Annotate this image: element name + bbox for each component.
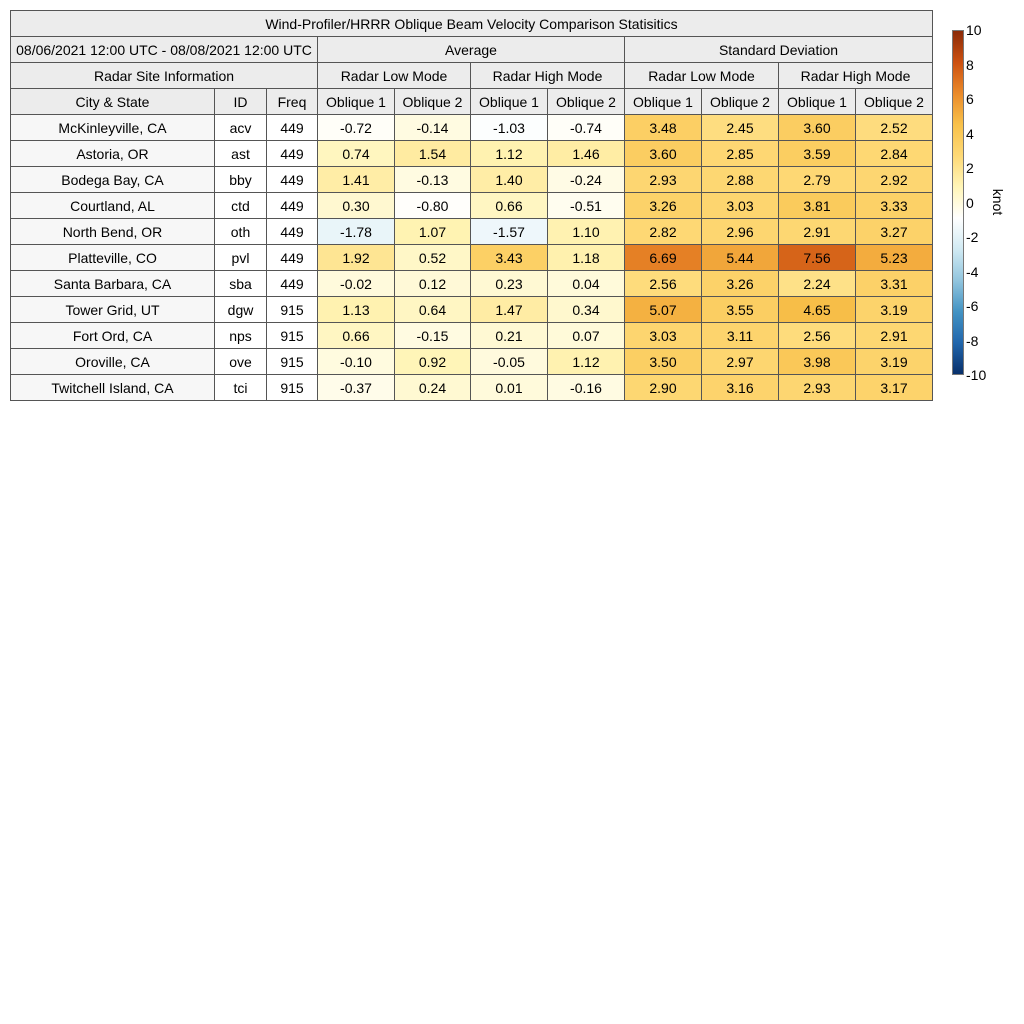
city-cell: Fort Ord, CA	[11, 323, 215, 349]
freq-cell: 915	[267, 349, 318, 375]
city-cell: Platteville, CO	[11, 245, 215, 271]
colorbar-tick-label: -4	[966, 263, 979, 280]
table-row	[11, 219, 933, 245]
freq-header: Freq	[267, 89, 318, 115]
heatmap-cell: -0.15	[395, 323, 471, 349]
heatmap-cell: 2.24	[779, 271, 856, 297]
heatmap-cell: 1.54	[395, 141, 471, 167]
heatmap-cell: 0.74	[318, 141, 395, 167]
city-cell: McKinleyville, CA	[11, 115, 215, 141]
freq-cell: 449	[267, 141, 318, 167]
heatmap-cell: 1.10	[548, 219, 625, 245]
heatmap-cell: 3.11	[702, 323, 779, 349]
heatmap-cell: 0.04	[548, 271, 625, 297]
heatmap-cell: 2.88	[702, 167, 779, 193]
heatmap-cell: 1.47	[471, 297, 548, 323]
heatmap-cell: 0.52	[395, 245, 471, 271]
heatmap-cell: 2.92	[856, 167, 933, 193]
heatmap-cell: 2.56	[779, 323, 856, 349]
heatmap-cell: 5.44	[702, 245, 779, 271]
id-header: ID	[215, 89, 267, 115]
heatmap-cell: 1.12	[548, 349, 625, 375]
std-high-oblique1-header: Oblique 1	[779, 89, 856, 115]
heatmap-cell: 0.24	[395, 375, 471, 401]
colorbar-tick-label: -8	[966, 332, 979, 349]
heatmap-cell: 3.43	[471, 245, 548, 271]
avg-high-oblique1-header: Oblique 1	[471, 89, 548, 115]
heatmap-cell: 0.07	[548, 323, 625, 349]
heatmap-cell: 3.27	[856, 219, 933, 245]
heatmap-cell: 6.69	[625, 245, 702, 271]
heatmap-cell: 2.97	[702, 349, 779, 375]
heatmap-cell: 3.48	[625, 115, 702, 141]
heatmap-cell: -0.16	[548, 375, 625, 401]
freq-cell: 915	[267, 297, 318, 323]
site-id-cell: dgw	[215, 297, 267, 323]
colorbar-tick-label: -2	[966, 229, 979, 245]
standard-deviation-header: Standard Deviation	[625, 37, 933, 63]
heatmap-cell: 3.98	[779, 349, 856, 375]
heatmap-cell: 1.40	[471, 167, 548, 193]
heatmap-cell: 3.16	[702, 375, 779, 401]
heatmap-cell: -0.51	[548, 193, 625, 219]
heatmap-cell: 3.03	[625, 323, 702, 349]
heatmap-cell: -0.72	[318, 115, 395, 141]
heatmap-cell: 2.56	[625, 271, 702, 297]
freq-cell: 449	[267, 219, 318, 245]
site-id-cell: tci	[215, 375, 267, 401]
table-row	[11, 193, 933, 219]
comparison-table	[10, 10, 933, 401]
colorbar-tick-label: 8	[966, 56, 974, 73]
heatmap-cell: 0.23	[471, 271, 548, 297]
freq-cell: 915	[267, 375, 318, 401]
heatmap-cell: 3.19	[856, 349, 933, 375]
avg-high-oblique2-header: Oblique 2	[548, 89, 625, 115]
heatmap-cell: 0.66	[471, 193, 548, 219]
heatmap-cell: -0.13	[395, 167, 471, 193]
table-row	[11, 349, 933, 375]
heatmap-cell: 0.12	[395, 271, 471, 297]
heatmap-cell: 1.18	[548, 245, 625, 271]
std-low-oblique2-header: Oblique 2	[702, 89, 779, 115]
heatmap-cell: 3.26	[702, 271, 779, 297]
site-id-cell: acv	[215, 115, 267, 141]
city-cell: Astoria, OR	[11, 141, 215, 167]
freq-cell: 449	[267, 271, 318, 297]
heatmap-cell: 2.84	[856, 141, 933, 167]
heatmap-cell: 2.79	[779, 167, 856, 193]
table-row	[11, 297, 933, 323]
freq-cell: 449	[267, 167, 318, 193]
heatmap-cell: 3.17	[856, 375, 933, 401]
table-title: Wind-Profiler/HRRR Oblique Beam Velocity Comparison Statisitics	[11, 11, 933, 37]
heatmap-cell: 2.85	[702, 141, 779, 167]
heatmap-cell: 2.93	[779, 375, 856, 401]
heatmap-cell: -1.57	[471, 219, 548, 245]
site-info-header: Radar Site Information	[11, 63, 318, 89]
heatmap-cell: 3.59	[779, 141, 856, 167]
freq-cell: 449	[267, 115, 318, 141]
table-row	[11, 115, 933, 141]
heatmap-cell: 0.34	[548, 297, 625, 323]
heatmap-cell: -0.14	[395, 115, 471, 141]
heatmap-cell: 0.01	[471, 375, 548, 401]
table-row	[11, 271, 933, 297]
heatmap-cell: 0.21	[471, 323, 548, 349]
colorbar-unit-label: knot	[990, 188, 1006, 216]
heatmap-cell: 1.46	[548, 141, 625, 167]
heatmap-cell: 3.60	[779, 115, 856, 141]
site-id-cell: bby	[215, 167, 267, 193]
heatmap-cell: -0.05	[471, 349, 548, 375]
average-header: Average	[318, 37, 625, 63]
colorbar	[952, 30, 964, 375]
heatmap-cell: -0.02	[318, 271, 395, 297]
site-id-cell: ctd	[215, 193, 267, 219]
colorbar-tick-label: -10	[966, 367, 987, 383]
heatmap-cell: 1.13	[318, 297, 395, 323]
heatmap-cell: 7.56	[779, 245, 856, 271]
city-cell: Bodega Bay, CA	[11, 167, 215, 193]
heatmap-cell: 3.26	[625, 193, 702, 219]
heatmap-cell: 3.31	[856, 271, 933, 297]
colorbar-tick-label: 0	[966, 194, 974, 211]
colorbar-tick-label: 10	[966, 22, 982, 38]
colorbar-tick-label: 4	[966, 125, 974, 142]
heatmap-cell: 3.81	[779, 193, 856, 219]
heatmap-cell: -1.78	[318, 219, 395, 245]
colorbar-tick-label: -6	[966, 298, 979, 314]
city-cell: Santa Barbara, CA	[11, 271, 215, 297]
colorbar-tick-label: 6	[966, 91, 974, 107]
city-cell: Tower Grid, UT	[11, 297, 215, 323]
city-cell: Twitchell Island, CA	[11, 375, 215, 401]
heatmap-cell: 0.64	[395, 297, 471, 323]
heatmap-cell: 1.07	[395, 219, 471, 245]
heatmap-cell: -1.03	[471, 115, 548, 141]
heatmap-cell: 5.23	[856, 245, 933, 271]
site-id-cell: oth	[215, 219, 267, 245]
colorbar-tick-label: 2	[966, 160, 974, 176]
date-range: 08/06/2021 12:00 UTC - 08/08/2021 12:00 UTC	[11, 37, 318, 63]
std-low-mode-header: Radar Low Mode	[625, 63, 779, 89]
heatmap-cell: 2.91	[779, 219, 856, 245]
heatmap-cell: 1.12	[471, 141, 548, 167]
table-row	[11, 141, 933, 167]
heatmap-cell: 2.82	[625, 219, 702, 245]
heatmap-cell: -0.80	[395, 193, 471, 219]
table-row	[11, 323, 933, 349]
site-id-cell: ast	[215, 141, 267, 167]
heatmap-cell: 2.91	[856, 323, 933, 349]
city-cell: Oroville, CA	[11, 349, 215, 375]
heatmap-cell: 3.33	[856, 193, 933, 219]
std-low-oblique1-header: Oblique 1	[625, 89, 702, 115]
site-id-cell: nps	[215, 323, 267, 349]
heatmap-cell: 2.52	[856, 115, 933, 141]
site-id-cell: sba	[215, 271, 267, 297]
heatmap-cell: 5.07	[625, 297, 702, 323]
table-row	[11, 245, 933, 271]
city-cell: Courtland, AL	[11, 193, 215, 219]
avg-low-oblique2-header: Oblique 2	[395, 89, 471, 115]
std-high-mode-header: Radar High Mode	[779, 63, 933, 89]
table-row	[11, 167, 933, 193]
heatmap-cell: 0.92	[395, 349, 471, 375]
heatmap-cell: 1.41	[318, 167, 395, 193]
heatmap-cell: 0.30	[318, 193, 395, 219]
city-state-header: City & State	[11, 89, 215, 115]
heatmap-cell: 4.65	[779, 297, 856, 323]
avg-low-oblique1-header: Oblique 1	[318, 89, 395, 115]
heatmap-cell: 2.90	[625, 375, 702, 401]
table-row	[11, 375, 933, 401]
heatmap-cell: 3.55	[702, 297, 779, 323]
heatmap-cell: 3.19	[856, 297, 933, 323]
heatmap-cell: -0.74	[548, 115, 625, 141]
heatmap-cell: -0.37	[318, 375, 395, 401]
heatmap-cell: 3.50	[625, 349, 702, 375]
freq-cell: 915	[267, 323, 318, 349]
heatmap-cell: 3.03	[702, 193, 779, 219]
site-id-cell: ove	[215, 349, 267, 375]
avg-high-mode-header: Radar High Mode	[471, 63, 625, 89]
heatmap-cell: 1.92	[318, 245, 395, 271]
site-id-cell: pvl	[215, 245, 267, 271]
heatmap-cell: -0.24	[548, 167, 625, 193]
heatmap-cell: 3.60	[625, 141, 702, 167]
heatmap-cell: 2.93	[625, 167, 702, 193]
heatmap-cell: 2.96	[702, 219, 779, 245]
city-cell: North Bend, OR	[11, 219, 215, 245]
heatmap-cell: 2.45	[702, 115, 779, 141]
freq-cell: 449	[267, 193, 318, 219]
freq-cell: 449	[267, 245, 318, 271]
std-high-oblique2-header: Oblique 2	[856, 89, 933, 115]
heatmap-cell: -0.10	[318, 349, 395, 375]
avg-low-mode-header: Radar Low Mode	[318, 63, 471, 89]
heatmap-cell: 0.66	[318, 323, 395, 349]
